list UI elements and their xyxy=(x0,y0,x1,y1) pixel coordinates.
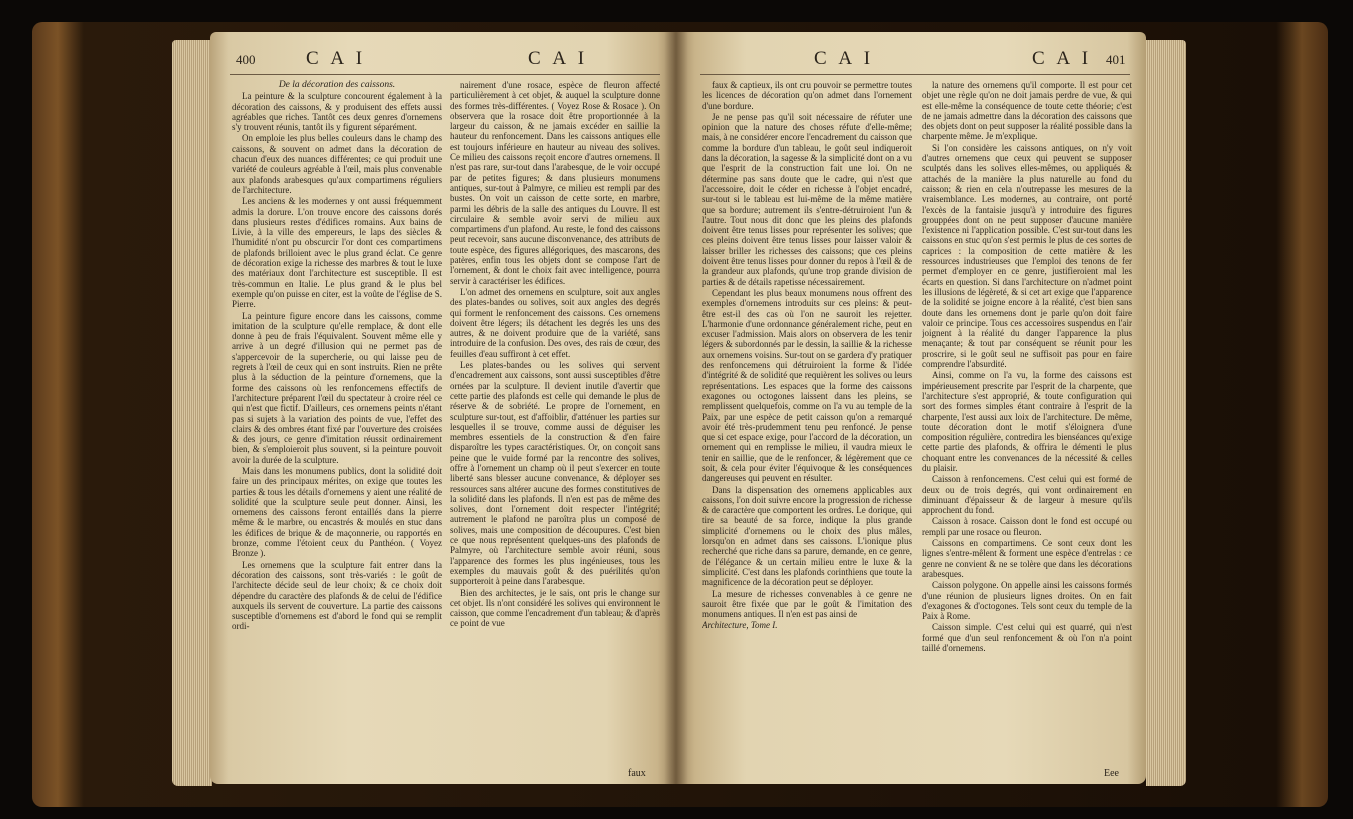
paragraph: La peinture figure encore dans les caissons, comme imitation de la sculpture qu'elle remplace, & dont elle donne à peu de frais l'équivalent. Souvent même elle y arrive à un degré d'illusion qui ne permet pas de s'appercevoir de la supercherie, ou qui laisse peu de regrets à l'œil de ceux qui en sont instruits. Rien ne prête plus à la séduction de la peinture d'ornemens, que la forme des caissons où les renfoncemens effectifs de l'architecture préparent l'œil du spectateur à croire réel ce qui n'est que fictif. D'ailleurs, ces ornemens peints n'étant pas si sujets à la variation des points de vue, l'effet des clairs & des ombres étant fixé par l'ouverture des croisées & des jours, ce genre d'imitation réussit ordinairement bien, & s'emploieroit plus souvent, si la peinture pouvoit avoir la durée de la sculpture. xyxy=(232,310,442,465)
paragraph: La peinture & la sculpture concourent également à la décoration des caissons, & y produisent des effets aussi agréables que riches. Tantôt ces deux genres d'ornemens s'y trouvent réunis, tantôt ils y figurent séparément. xyxy=(232,91,442,133)
page-number-right: 401 xyxy=(1106,52,1126,67)
header-rule-right xyxy=(700,74,1130,75)
paragraph: Dans la dispensation des ornemens applicables aux caissons, l'on doit suivre encore la progression de richesse & de caractère que comportent les ordres. Le dorique, qui tire sa beauté de sa force, indique la plus grande simplicité d'ornemens ou le choix des plus mâles, lorsqu'on en admet dans ses caissons. L'ionique plus recherché que riche dans sa parure, demande, en ce genre, de l'élégance & un certain milieu entre le luxe & la simplicité. C'est dans les plafonds corinthiens que toute la magnificence de la décoration peut se déployer. xyxy=(702,484,912,588)
entry-caisson-a-renfoncemens: Caisson à renfoncemens. C'est celui qui est formé de deux ou de trois degrés, qui vont ordinairement en diminuant d'épaisseur & de largeur à mesure qu'ils approchent du fond. xyxy=(922,474,1132,516)
paragraph: la nature des ornemens qu'il comporte. Il est pour cet objet une règle qu'on ne doit jamais perdre de vue, & qui est elle-même la conséquence de toute cette théorie; c'est de ne jamais admettre dans la décoration des caissons que des objets dont on peut supposer la réalité possible dans la charpente même. Je m'explique. xyxy=(922,80,1132,142)
paragraph: La mesure de richesses convenables à ce genre ne sauroit être fixée que par le goût & l'imitation des monumens antiques. Il n'en est pas ainsi de xyxy=(702,588,912,620)
entry-caisson-simple: Caisson simple. C'est celui qui est quarré, qui n'est formé que d'un seul renfoncement & où l'on n'a point taillé d'ornemens. xyxy=(922,622,1132,654)
section-subhead: De la décoration des caissons. xyxy=(278,80,396,90)
paragraph: On emploie les plus belles couleurs dans le champ des caissons, & souvent on admet dans la décoration de chacun d'eux des nuances différentes; ce qui produit une variété de couleurs agréable à l'œil, mais plus convenable aux plafonds arabesques qu'aux compartimens réguliers de l'architecture. xyxy=(232,133,442,195)
page-number-left: 400 xyxy=(236,52,256,67)
page-edges-right xyxy=(1146,40,1186,786)
entry-caisson-a-rosace: Caisson à rosace. Caisson dont le fond est occupé ou rempli par une rosace ou fleuron. xyxy=(922,516,1132,537)
volume-footer: Architecture, Tome I. xyxy=(702,620,778,631)
paragraph: Si l'on considère les caissons antiques, on n'y voit d'autres ornemens que ceux qui peuvent se supposer sculptés dans les solives elles-mêmes, ou appliqués & attachés de la manière la plus naturelle au fond du caisson; & rien en cela n'outrepasse les mesures de la vraisemblance. Les modernes, au contraire, ont porté l'excès de la fantaisie jusqu'à y introduire des figures grouppées dont on ne peut supposer d'aucune manière l'existence ni l'application possible. C'est sur-tout dans les caissons en stuc qu'on s'est permis le plus de ces sortes de caprices : la composition de cette matière & les ressources industrieuses que l'emploi des tenons de fer permet d'employer en ce genre, justifieroient mal les écarts en question. Si dans l'architecture on n'admet point les illusions de légèreté, & si cet art exige que l'apparence de la solidité se joigne encore à la réalité, c'est bien sans doute dans les ornemens dont je parle qu'on doit faire valoir ce principe. Tous ces accessoires suspendus en l'air joignent à la réalité du danger l'apparence la plus menaçante; & tout par conséquent se réunit pour les proscrire, si le goût seul ne suffisoit pas pour en faire comprendre l'absurdité. xyxy=(922,142,1132,370)
left-page xyxy=(210,32,676,784)
page-edges-left xyxy=(172,40,212,786)
paragraph: Ainsi, comme on l'a vu, la forme des caissons est impérieusement prescrite par l'esprit de la charpente, que l'architecture s'est approprié, & toute configuration qui sort des formes simples étant contraire à l'esprit de la charpente, l'est aussi aux loix de l'architecture. De même, toute décoration dont le motif s'éloignera d'une composition régulière, contredira les bienséances qu'exige cette partie des plafonds, & offrira le démenti le plus choquant entre les convenances de la nécessité & celles du plaisir. xyxy=(922,370,1132,473)
paragraph: Cependant les plus beaux monumens nous offrent des exemples d'ornemens introduits sur ces pleins: & peut-être est-il des cas où l'on ne sauroit les rejetter. L'harmonie d'une ordonnance généralement riche, peut en excuser l'admission. Mais alors on observera de les tenir légers & subordonnés par le dessin, la saillie & la richesse aux ornemens voisins. Sur-tout on se gardera d'y pratiquer des renfoncemens qui détruiroient la forme & l'idée d'intégrité & de solidité que requièrent les solives ou leurs représentations. Les espaces que la forme des caissons exagones ou octogones laissent dans les pleins, se remplissent quelquefois, comme on l'a vu au temple de la Paix, par une espèce de petit caisson qu'on a remarqué avoir été très-prudemment tenu peu renfoncé. Je pense que si cet espace exige, pour l'accord de la décoration, un ornement qui en remplisse le milieu, il vaudra mieux le tenir en saillie, que de le renfoncer, & légèrement que ce soit, & cela pour éviter l'équivoque & les conséquences dangereuses qui peuvent en résulter. xyxy=(702,287,912,484)
running-header-right-col2: C A I xyxy=(1032,48,1093,69)
entry-caisson-polygone: Caisson polygone. On appelle ainsi les caissons formés d'une réunion de plusieurs lignes droites. On en fait d'exagones & d'octogones. Tels sont ceux du temple de la Paix à Rome. xyxy=(922,580,1132,622)
running-header-left-col2: C A I xyxy=(528,48,589,69)
paragraph: Bien des architectes, je le sais, ont pris le change sur cet objet. Ils n'ont considéré les solives qui environnent le caisson, que comme l'encadrement d'un tableau; & d'après ce point de vue xyxy=(450,587,660,629)
paragraph: Je ne pense pas qu'il soit nécessaire de réfuter une opinion que la nature des choses réfute d'elle-même; mais, à ne considérer encore l'encadrement du caisson que comme la bordure d'un tableau, le goût seul indiqueroit dans la décoration, la sagesse & la simplicité dont on a vu que l'esprit de la construction fait une loi. On ne détermine pas sans doute que le cadre, qui n'est que l'accessoire, doit le céder en richesse à l'objet encadré, sur-tout si le tableau est lui-même de la même matière que sa bordure; autrement ils s'entre-détruiroient l'un & l'autre. Tout nous dit donc que les pleins des plafonds doivent être tenus lisses pour représenter les solives; que ces pleins doivent être tenus lisses pour laisser valoir & laisser briller les richesses des caissons; que ces pleins doivent être tenus lisses pour donner du repos à l'œil & de la grandeur aux plafonds, qu'une trop grande division de parties & de détails rapetisse nécessairement. xyxy=(702,111,912,287)
right-page xyxy=(676,32,1146,784)
paragraph: L'on admet des ornemens en sculpture, soit aux angles des plates-bandes ou solives, soit aux angles des degrés qui forment le renfoncement des caissons. Ces ornemens doivent être légers; ils détachent les degrés les uns des autres, & ne doivent produire que de la variété, sans introduire de la confusion. Des oves, des rais de cœur, des feuilles d'eau suffiront à cet effet. xyxy=(450,286,660,359)
header-rule-left xyxy=(230,74,660,75)
right-page-column-1 xyxy=(702,80,912,770)
paragraph: Les plates-bandes ou les solives qui servent d'encadrement aux caissons, sont aussi susceptibles d'être ornées par la sculpture. Il devient inutile d'avertir que cette partie des plafonds est celle qui demande le plus de réserve & de sobriété. Le propre de l'ornement, en sculpture sur-tout, est d'affoiblir, d'atténuer les parties sur lesquelles il se trouve, comme aussi de déguiser les membres essentiels de la construction & d'en faire disparoître les types caractéristiques. Or, on conçoit sans peine que le vuide formé par la rencontre des solives, offre à l'ornement un champ où il peut s'exercer en toute liberté sans blesser aucune convenance, & déployer ses ressources sans altérer aucune des formes constitutives de la solidité dans les plafonds. Il n'en est pas de même des solives, dont l'ornement doit respecter l'intégrité; autrement le plafond ne paroîtra plus un composé de solives, mais une composition de découpures. C'est bien ce que nous représentent quelques-uns des plafonds de Palmyre, où l'architecture semble avoir réuni, sous l'apparence des formes les plus ingénieuses, tous les exemples du mauvais goût & des puérilités qu'on supporteroit à peine dans l'arabesque. xyxy=(450,360,660,587)
left-page-column-1 xyxy=(232,80,442,770)
entry-caissons-en-compartimens: Caissons en compartimens. Ce sont ceux dont les lignes s'entre-mêlent & forment une espèce d'entrelas : ce genre ne convient & ne se tolère que dans les décorations arabesques. xyxy=(922,538,1132,579)
running-header-right-col1: C A I xyxy=(814,48,875,69)
catchword-right: Eee xyxy=(1104,768,1119,779)
left-page-column-2 xyxy=(450,80,660,770)
paragraph: faux & captieux, ils ont cru pouvoir se permettre toutes les licences de décoration qu'on admet dans l'ornement d'une bordure. xyxy=(702,80,912,111)
paragraph: Mais dans les monumens publics, dont la solidité doit faire un des principaux mérites, on exige que toutes les parties & tous les détails d'ornemens y aient une réalité de solidité que la sculpture seule peut donner. Ainsi, les ornemens des caissons feront entaillés dans la pierre même & le marbre, ou encastrés & moulés en stuc dans les édifices de brique & de maçonnerie, ou rapportés en bronze, comme l'étoient ceux du Panthéon. ( Voyez Bronze ). xyxy=(232,465,442,559)
running-header-left-col1: C A I xyxy=(306,48,367,69)
catchword-left: faux xyxy=(628,768,646,779)
book-gutter xyxy=(664,32,688,784)
paragraph: Les ornemens que la sculpture fait entrer dans la décoration des caissons, sont très-variés : le goût de l'architecte décide seul de leur choix; & ce choix doit dépendre du caractère des plafonds & de celui de l'édifice auxquels ils servent de couverture. La partie des caissons susceptible d'ornemens est d'abord le fond qui se remplit ordi- xyxy=(232,559,442,632)
paragraph: nairement d'une rosace, espèce de fleuron affecté particulièrement à cet objet, & auquel la sculpture donne des formes très-différentes. ( Voyez Rose & Rosace ). On observera que la rosace doit être proportionnée à la largeur du caisson, & ne jamais excéder en saillie la hauteur du renfoncement. Dans les caissons antiques elle est toujours inférieure en hauteur au niveau des solives. Ce milieu des caissons reçoit encore d'autres ornemens. Il n'est pas rare, sur-tout dans l'arabesque, de le voir occupé par de petites figures; & dans plusieurs monumens antiques, sur-tout à Palmyre, ce milieu est rempli par des bustes. On voit un caisson de cette sorte, en marbre, parmi les débris de la salle des antiques du Louvre. Il est circulaire & semble avoir servi de milieu aux compartimens d'un plafond. Au reste, le fond des caissons peut recevoir, sans aucune disconvenance, des attributs de toute espèce, des figures allégoriques, des mascarons, des patères, enfin tous les objets dont se compose l'art de l'ornement, & dont le choix fait avec intelligence, pourra servir à caractériser les édifices. xyxy=(450,80,660,286)
right-page-column-2 xyxy=(922,80,1132,770)
paragraph: Les anciens & les modernes y ont aussi fréquemment admis la dorure. L'on trouve encore des caissons dorés dans plusieurs restes d'édifices romains. Aux bains de Livie, à la ville des empereurs, le laps des siècles & l'humidité n'ont pu obscurcir l'or dont ces compartimens de plafonds brilloient avec le plus grand éclat. Ce genre de décoration exige la richesse des marbres & tout le luxe des matériaux dont l'architecture est susceptible. Il est très-commun en Italie. Le plus grand & le plus bel exemple qu'on puisse en citer, est la voûte de l'église de S. Pierre. xyxy=(232,196,442,310)
